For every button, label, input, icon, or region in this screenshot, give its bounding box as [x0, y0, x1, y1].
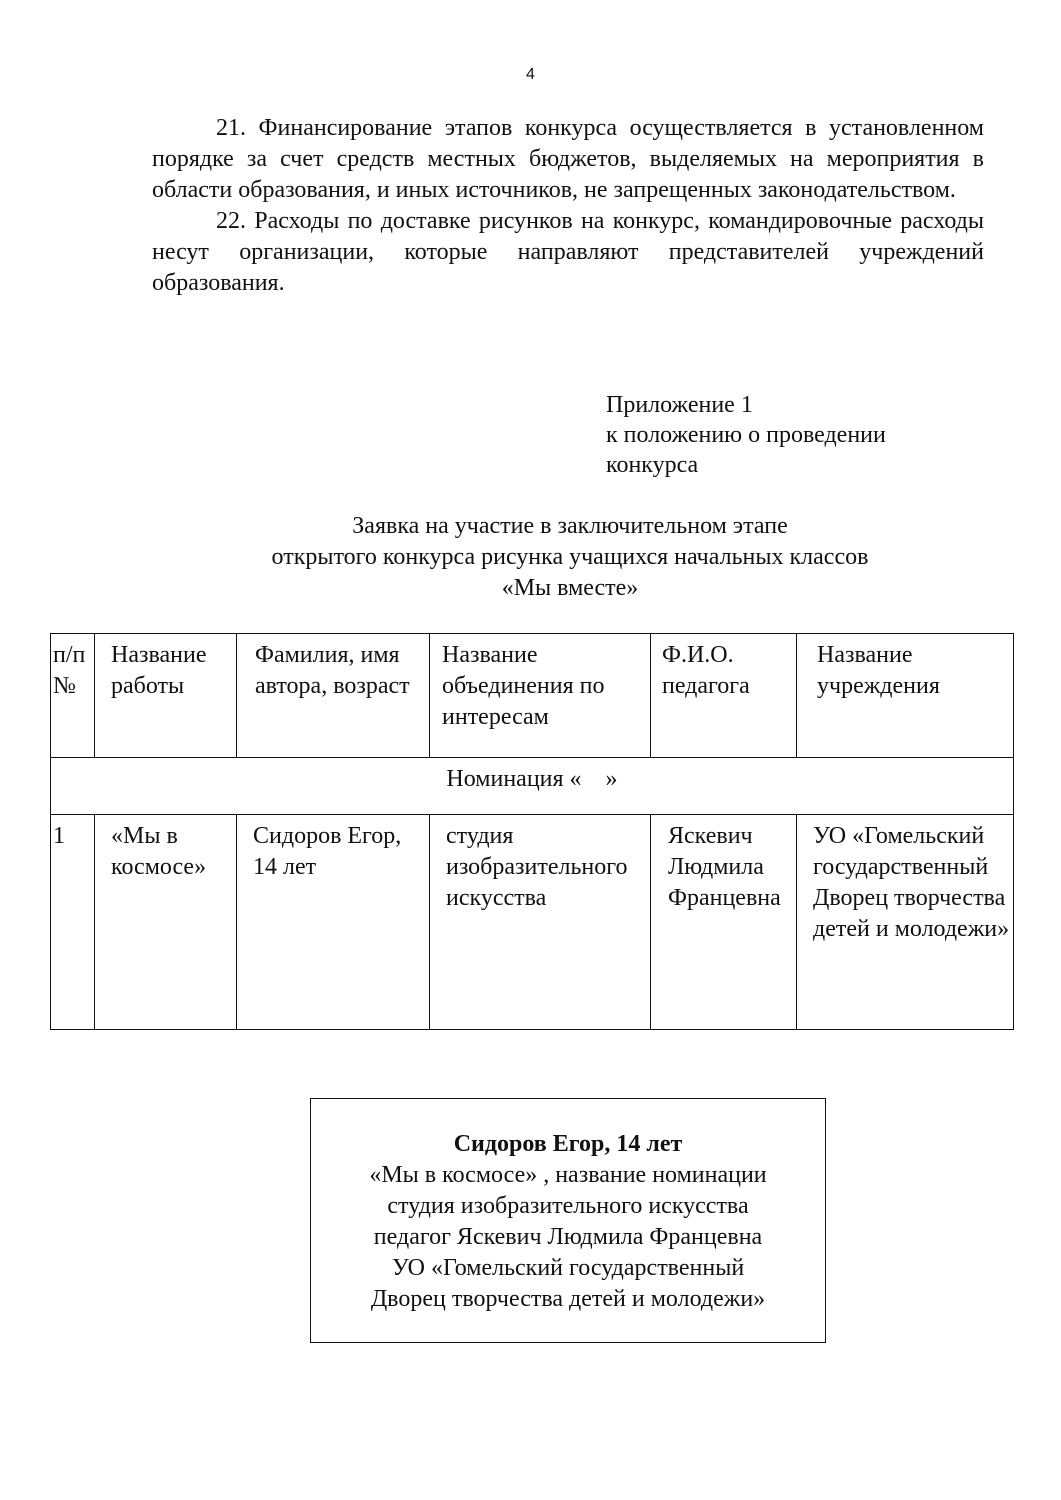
entries-table: [50, 633, 1014, 1030]
table-row: [51, 815, 1014, 1030]
table-header-row: [51, 634, 1014, 758]
paragraph-22: 22. Расходы по доставке рисунков на конкурс, командировочные расходы несут организации, которые направляют представителей учреждений образования.: [152, 208, 984, 296]
work-label-card: [310, 1098, 826, 1343]
label-line: Дворец творчества детей и молодежи»: [370, 1286, 766, 1312]
header-cell-author: Фамилия, имя автора, возраст: [237, 634, 430, 758]
header-cell-institution: Название учреждения: [797, 634, 1014, 758]
label-line: «Мы в космосе» , название номинации: [369, 1162, 767, 1188]
body-text: [152, 113, 984, 299]
cell-club: студия изобразительного искусства: [430, 815, 651, 1030]
header-cell-number: п/п №: [51, 634, 95, 758]
appendix-line: конкурса: [606, 452, 699, 478]
request-title: [0, 511, 1061, 604]
header-cell-club: Название объединения по интересам: [430, 634, 651, 758]
request-title-line: «Мы вместе»: [501, 575, 639, 601]
cell-teacher: Яскевич Людмила Францевна: [651, 815, 797, 1030]
appendix-note: [606, 390, 886, 480]
label-author: Сидоров Егор, 14 лет: [453, 1131, 683, 1157]
cell-work-title: «Мы в космосе»: [95, 815, 237, 1030]
page-number: 4: [526, 66, 535, 83]
nomination-cell: Номинация « »: [51, 758, 1014, 815]
label-line: УО «Гомельский государственный: [391, 1255, 745, 1281]
cell-author: Сидоров Егор, 14 лет: [237, 815, 430, 1030]
cell-institution: УО «Гомельский государственный Дворец творчества детей и молодежи»: [797, 815, 1014, 1030]
header-cell-work-title: Название работы: [95, 634, 237, 758]
request-title-line: Заявка на участие в заключительном этапе: [352, 513, 788, 539]
appendix-line: Приложение 1: [606, 392, 753, 418]
cell-number: 1: [51, 815, 95, 1030]
request-title-line: открытого конкурса рисунка учащихся начальных классов: [271, 544, 869, 570]
nomination-row: [51, 758, 1014, 815]
header-cell-teacher: Ф.И.О. педагога: [651, 634, 797, 758]
label-line: педагог Яскевич Людмила Францевна: [373, 1224, 763, 1250]
label-line: студия изобразительного искусства: [387, 1193, 749, 1219]
paragraph-21: 21. Финансирование этапов конкурса осуществляется в установленном порядке за счет средств местных бюджетов, выделяемых на мероприятия в области образования, и иных источников, не запрещенных законодательством.: [152, 115, 984, 203]
appendix-line: к положению о проведении: [606, 422, 886, 448]
